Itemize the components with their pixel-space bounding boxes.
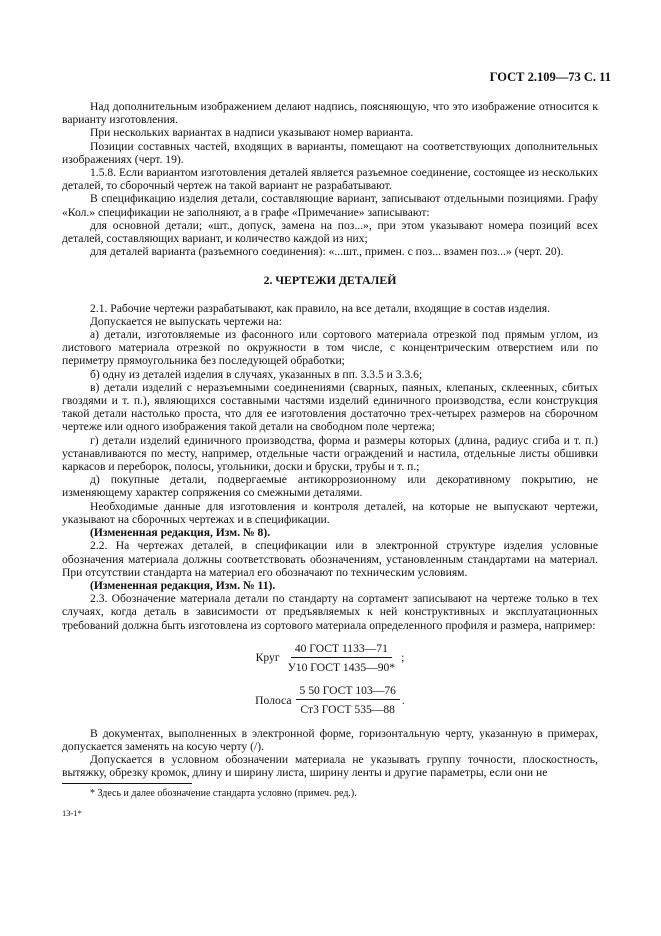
- paragraph: В документах, выполненных в электронной форме, горизонтальную черту, указанную в примерах, допускается заменять на косую черту (/).: [62, 726, 598, 753]
- formula-numerator: 40 ГОСТ 1133—71: [291, 642, 392, 658]
- formula-label: Круг: [255, 651, 280, 665]
- paragraph: 2.1. Рабочие чертежи разрабатывают, как правило, на все детали, входящие в состав изделия.: [90, 301, 550, 315]
- edit-note: (Измененная редакция, Изм. № 8).: [90, 526, 271, 540]
- footnote: * Здесь и далее обозначение стандарта условно (примеч. ред.).: [90, 788, 357, 800]
- print-mark: 13-1*: [62, 807, 82, 818]
- formula-fraction: [296, 684, 400, 716]
- paragraph: Допускается не выпускать чертежи на:: [90, 314, 282, 328]
- paragraph: Необходимые данные для изготовления и контроля деталей, на которые не выпускают чертежи, указывают на сборочных чертежах и в спецификации.: [62, 499, 598, 526]
- paragraph: а) детали, изготовляемые из фасонного или сортового материала отрезкой под прямым углом, из листового материала отрезкой по окружности в том числе, с концентрическим отверстием или по периметру прямоугольника без последующей обработки;: [62, 328, 598, 368]
- formula-denominator: Ст3 ГОСТ 535—88: [300, 703, 395, 717]
- paragraph: б) одну из деталей изделия в случаях, указанных в пп. 3.3.5 и 3.3.6;: [90, 367, 423, 381]
- paragraph: в) детали изделий с неразъемными соединениями (сварных, паяных, клепаных, склеенных, сбитых гвоздями и т. п.), являющихся составными частями изделий единичного производства, если конструкция такой детали настолько проста, что для ее изготовления достаточно трех-четырех размеров на сборочном чертеже или одного изображения такой детали на свободном поле чертежа;: [62, 380, 598, 434]
- page-body: [62, 100, 598, 820]
- section-title: 2. ЧЕРТЕЖИ ДЕТАЛЕЙ: [263, 273, 397, 288]
- page-header: ГОСТ 2.109—73 С. 11: [489, 70, 611, 84]
- paragraph: г) детали изделий единичного производства, форма и размеры которых (длина, радиус сгиба и т. п.) устанавливаются по месту, например, отдельные части ограждений и настила, отдельные листы обшивки каркасов и переборок, полосы, угольники, доски и бруски, трубы и т. п.;: [62, 433, 598, 474]
- paragraph: Позиции составных частей, входящих в варианты, помещают на соответствующих дополнительных изображениях (черт. 19).: [62, 139, 598, 166]
- paragraph: 2.3. Обозначение материала детали по стандарту на сортамент записывают на чертеже только в тех случаях, когда деталь в зависимости от предъявляемых к ней конструктивных и эксплуатационных требований должна быть изготовлена из сортового материала определенного профиля и размера, например:: [62, 592, 598, 632]
- formula-fraction: [284, 642, 400, 674]
- paragraph: В спецификацию изделия детали, составляющие вариант, записывают отдельными позициями. Графу «Кол.» спецификации не заполняют, а в графе «Примечание» записывают:: [62, 192, 598, 219]
- formula-denominator: У10 ГОСТ 1435—90*: [287, 660, 396, 674]
- paragraph: Допускается в условном обозначении материала не указывать группу точности, плоскостность, вытяжку, обрезку кромок, длину и ширину листа, ширину ленты и другие параметры, если они не: [62, 752, 598, 780]
- paragraph: для основной детали; «шт., допуск, замена на поз...», при этом указывают номера позиций всех деталей, составляющих вариант, и количество каждой из них;: [62, 218, 598, 246]
- formula-strip: [62, 684, 598, 716]
- paragraph: для деталей варианта (разъемного соединения): «...шт., примен. с поз... взамен поз...» (черт. 20).: [90, 245, 564, 259]
- footnote-divider: [62, 783, 192, 784]
- paragraph: 2.2. На чертежах деталей, в спецификации или в электронной структуре изделия условные обозначения материала должны соответствовать обозначениям, установленным стандартами на материал. При отсутствии стандарта на материал его обозначают по техническим условиям.: [62, 539, 598, 579]
- paragraph: 1.5.8. Если вариантом изготовления деталей является разъемное соединение, состоящее из нескольких деталей, то сборочный чертеж на такой вариант не разрабатывают.: [62, 166, 598, 193]
- formula-punct: ;: [401, 651, 405, 665]
- edit-note: (Измененная редакция, Изм. № 11).: [90, 578, 276, 592]
- formula-numerator: 5 50 ГОСТ 103—76: [296, 684, 400, 700]
- paragraph: При нескольких вариантах в надписи указывают номер варианта.: [90, 126, 414, 140]
- paragraph: Над дополнительным изображением делают надпись, поясняющую, что это изображение относится к варианту изготовления.: [62, 100, 598, 127]
- formula-label: Полоса: [255, 693, 292, 707]
- paragraph: д) покупные детали, подвергаемые антикоррозионному или декоративному покрытию, не изменяющему характер сопряжения со смежными деталями.: [62, 473, 598, 500]
- formula-round: [62, 642, 598, 674]
- formula-punct: .: [401, 693, 405, 707]
